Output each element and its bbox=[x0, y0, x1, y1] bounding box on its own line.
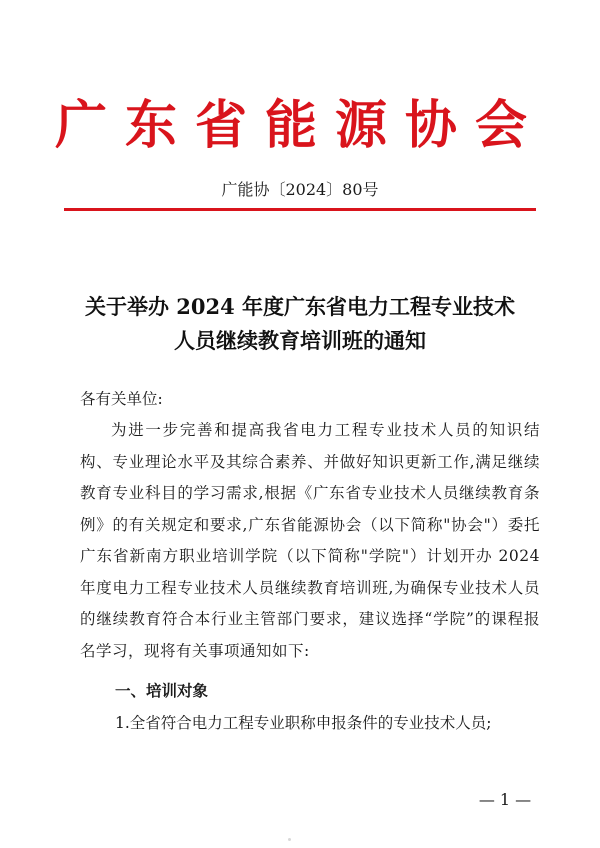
list-item-1: 1.全省符合电力工程专业职称申报条件的专业技术人员; bbox=[115, 714, 492, 732]
notice-title-line-1: 关于举办 2024 年度广东省电力工程专业技术 bbox=[84, 294, 516, 319]
page-number: — 1 — bbox=[478, 790, 532, 809]
organization-header-title: 广东省能源协会 bbox=[54, 95, 545, 156]
notice-title-line-2: 人员继续教育培训班的通知 bbox=[174, 328, 426, 353]
section-heading-training-targets: 一、培训对象 bbox=[115, 682, 209, 700]
notice-title bbox=[60, 290, 540, 358]
red-header-divider bbox=[64, 208, 536, 211]
scan-artifact-speck bbox=[288, 838, 291, 841]
body-paragraph-1: 为进一步完善和提高我省电力工程专业技术人员的知识结构、专业理论水平及其综合素养、并做好知识更新工作,满足继续教育专业科目的学习需求,根据《广东省专业技术人员继续教育条例》的有关规定和要求,广东省能源协会（以下简称"协会"）委托广东省新南方职业培训学院（以下简称"学院"）计划开办 2024 年度电力工程专业技术人员继续教育培训班,为确保专业技术人员的继续教育符合本行业主管部门要求，建议选择“学院”的课程报名学习，现将有关事项通知如下: bbox=[80, 421, 540, 660]
document-number: 广能协〔2024〕80号 bbox=[221, 180, 379, 199]
recipient-line: 各有关单位: bbox=[80, 390, 163, 408]
